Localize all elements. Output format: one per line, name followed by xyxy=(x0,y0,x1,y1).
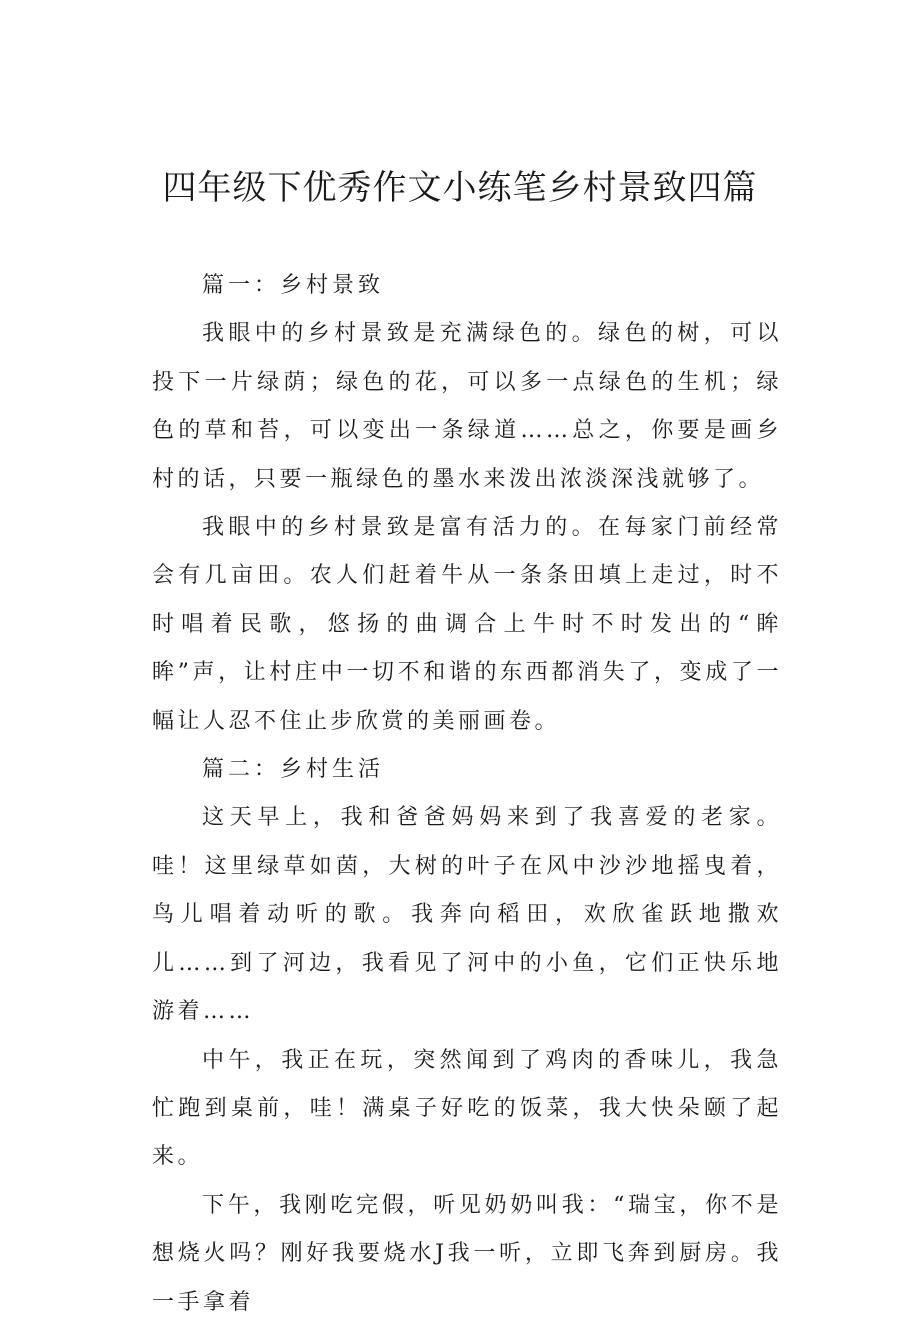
document-title: 四年级下优秀作文小练笔乡村景致四篇 xyxy=(162,168,758,208)
section-heading: 篇一：乡村景致 xyxy=(202,273,385,298)
paragraph: 下午，我刚吃完假，听见奶奶叫我：“瑞宝，你不是想烧火吗？刚好我要烧水J我一听，立即飞奔到厨房。我一手拿着 xyxy=(152,1192,782,1315)
section-heading: 篇二：乡村生活 xyxy=(202,757,385,783)
paragraph: 中午，我正在玩，突然闻到了鸡肉的香味儿，我急忙跑到桌前，哇！满桌子好吃的饭菜，我大快朵颐了起来。 xyxy=(152,1047,782,1170)
paragraph: 这天早上，我和爸爸妈妈来到了我喜爱的老家。哇！这里绿草如茵，大树的叶子在风中沙沙地摇曳着，鸟儿唱着动听的歌。我奔向稻田，欢欣雀跃地撒欢儿……到了河边，我看见了河中的小鱼，它们正快乐地游着…… xyxy=(152,805,782,1025)
paragraph: 我眼中的乡村景致是充满绿色的。绿色的树，可以投下一片绿荫；绿色的花，可以多一点绿色的生机；绿色的草和苔，可以变出一条绿道……总之，你要是画乡村的话，只要一瓶绿色的墨水来泼出浓淡深浅就够了。 xyxy=(152,321,782,492)
paragraph: 我眼中的乡村景致是富有活力的。在每家门前经常会有几亩田。农人们赶着牛从一条条田填上走过，时不时唱着民歌，悠扬的曲调合上牛时不时发出的“眸眸”声，让村庄中一切不和谐的东西都消失了，变成了一幅让人忍不住止步欣赏的美丽画卷。 xyxy=(152,515,782,734)
document-body xyxy=(152,262,782,1327)
